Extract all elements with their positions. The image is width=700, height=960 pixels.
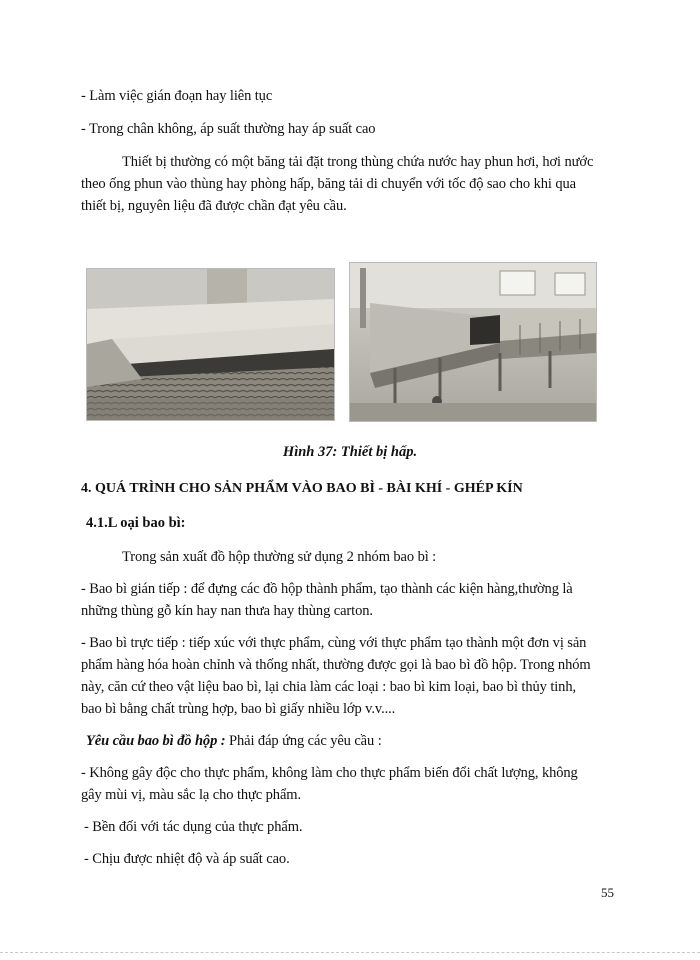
paragraph-line: - Bao bì gián tiếp : để đựng các đồ hộp thành phẩm, tạo thành các kiện hàng,thường là xyxy=(81,581,573,597)
page-number: 55 xyxy=(601,885,614,900)
paragraph-line: bao bì bằng chất trùng hợp, bao bì giấy nhiều lớp v.v.... xyxy=(81,701,396,717)
paragraph-line: phẩm hàng hóa hoàn chỉnh và thống nhất, thường được gọi là bao bì đồ hộp. Trong nhóm xyxy=(81,657,591,673)
requirement-item: - Chịu được nhiệt độ và áp suất cao. xyxy=(84,851,290,867)
paragraph-line: Thiết bị thường có một băng tải đặt trong thùng chứa nước hay phun hơi, hơi nước xyxy=(122,154,594,170)
paragraph-line: những thùng gỗ kín hay nan thưa hay thùng carton. xyxy=(81,603,373,619)
paragraph-line: thiết bị, nguyên liệu đã được chần đạt yêu cầu. xyxy=(81,198,347,214)
paragraph-line: theo ống phun vào thùng hay phòng hấp, băng tải di chuyển với tốc độ sao cho khi qua xyxy=(81,176,576,192)
requirement-item: - Bền đối với tác dụng của thực phẩm. xyxy=(84,819,303,835)
paragraph-line: này, căn cứ theo vật liệu bao bì, lại chia làm các loại : bao bì kim loại, bao bì thủy tinh, xyxy=(81,679,577,695)
steamer-photo-overview xyxy=(349,262,597,422)
section-heading: 4. QUÁ TRÌNH CHO SẢN PHẨM VÀO BAO BÌ - BÀI KHÍ - GHÉP KÍN xyxy=(81,481,523,496)
requirement-item: gây mùi vị, màu sắc lạ cho thực phẩm. xyxy=(81,787,301,803)
steamer-photo-closeup xyxy=(86,268,335,421)
requirements-label: Yêu cầu bao bì đồ hộp : xyxy=(86,733,226,749)
requirements-text: Phải đáp ứng các yêu cầu : xyxy=(225,733,382,749)
bullet-line: - Trong chân không, áp suất thường hay áp suất cao xyxy=(81,121,376,137)
subsection-heading: 4.1.L oại bao bì: xyxy=(86,515,186,531)
requirements-line xyxy=(86,731,382,751)
paragraph-line: - Bao bì trực tiếp : tiếp xúc với thực phẩm, cùng với thực phẩm tạo thành một đơn vị sản xyxy=(81,635,587,651)
paragraph-line: Trong sản xuất đồ hộp thường sử dụng 2 nhóm bao bì : xyxy=(122,549,437,565)
bullet-line: - Làm việc gián đoạn hay liên tục xyxy=(81,88,273,104)
figure-caption: Hình 37: Thiết bị hấp. xyxy=(282,444,418,460)
requirement-item: - Không gây độc cho thực phẩm, không làm cho thực phẩm biến đổi chất lượng, không xyxy=(81,765,578,781)
page-bottom-rule xyxy=(0,952,700,953)
